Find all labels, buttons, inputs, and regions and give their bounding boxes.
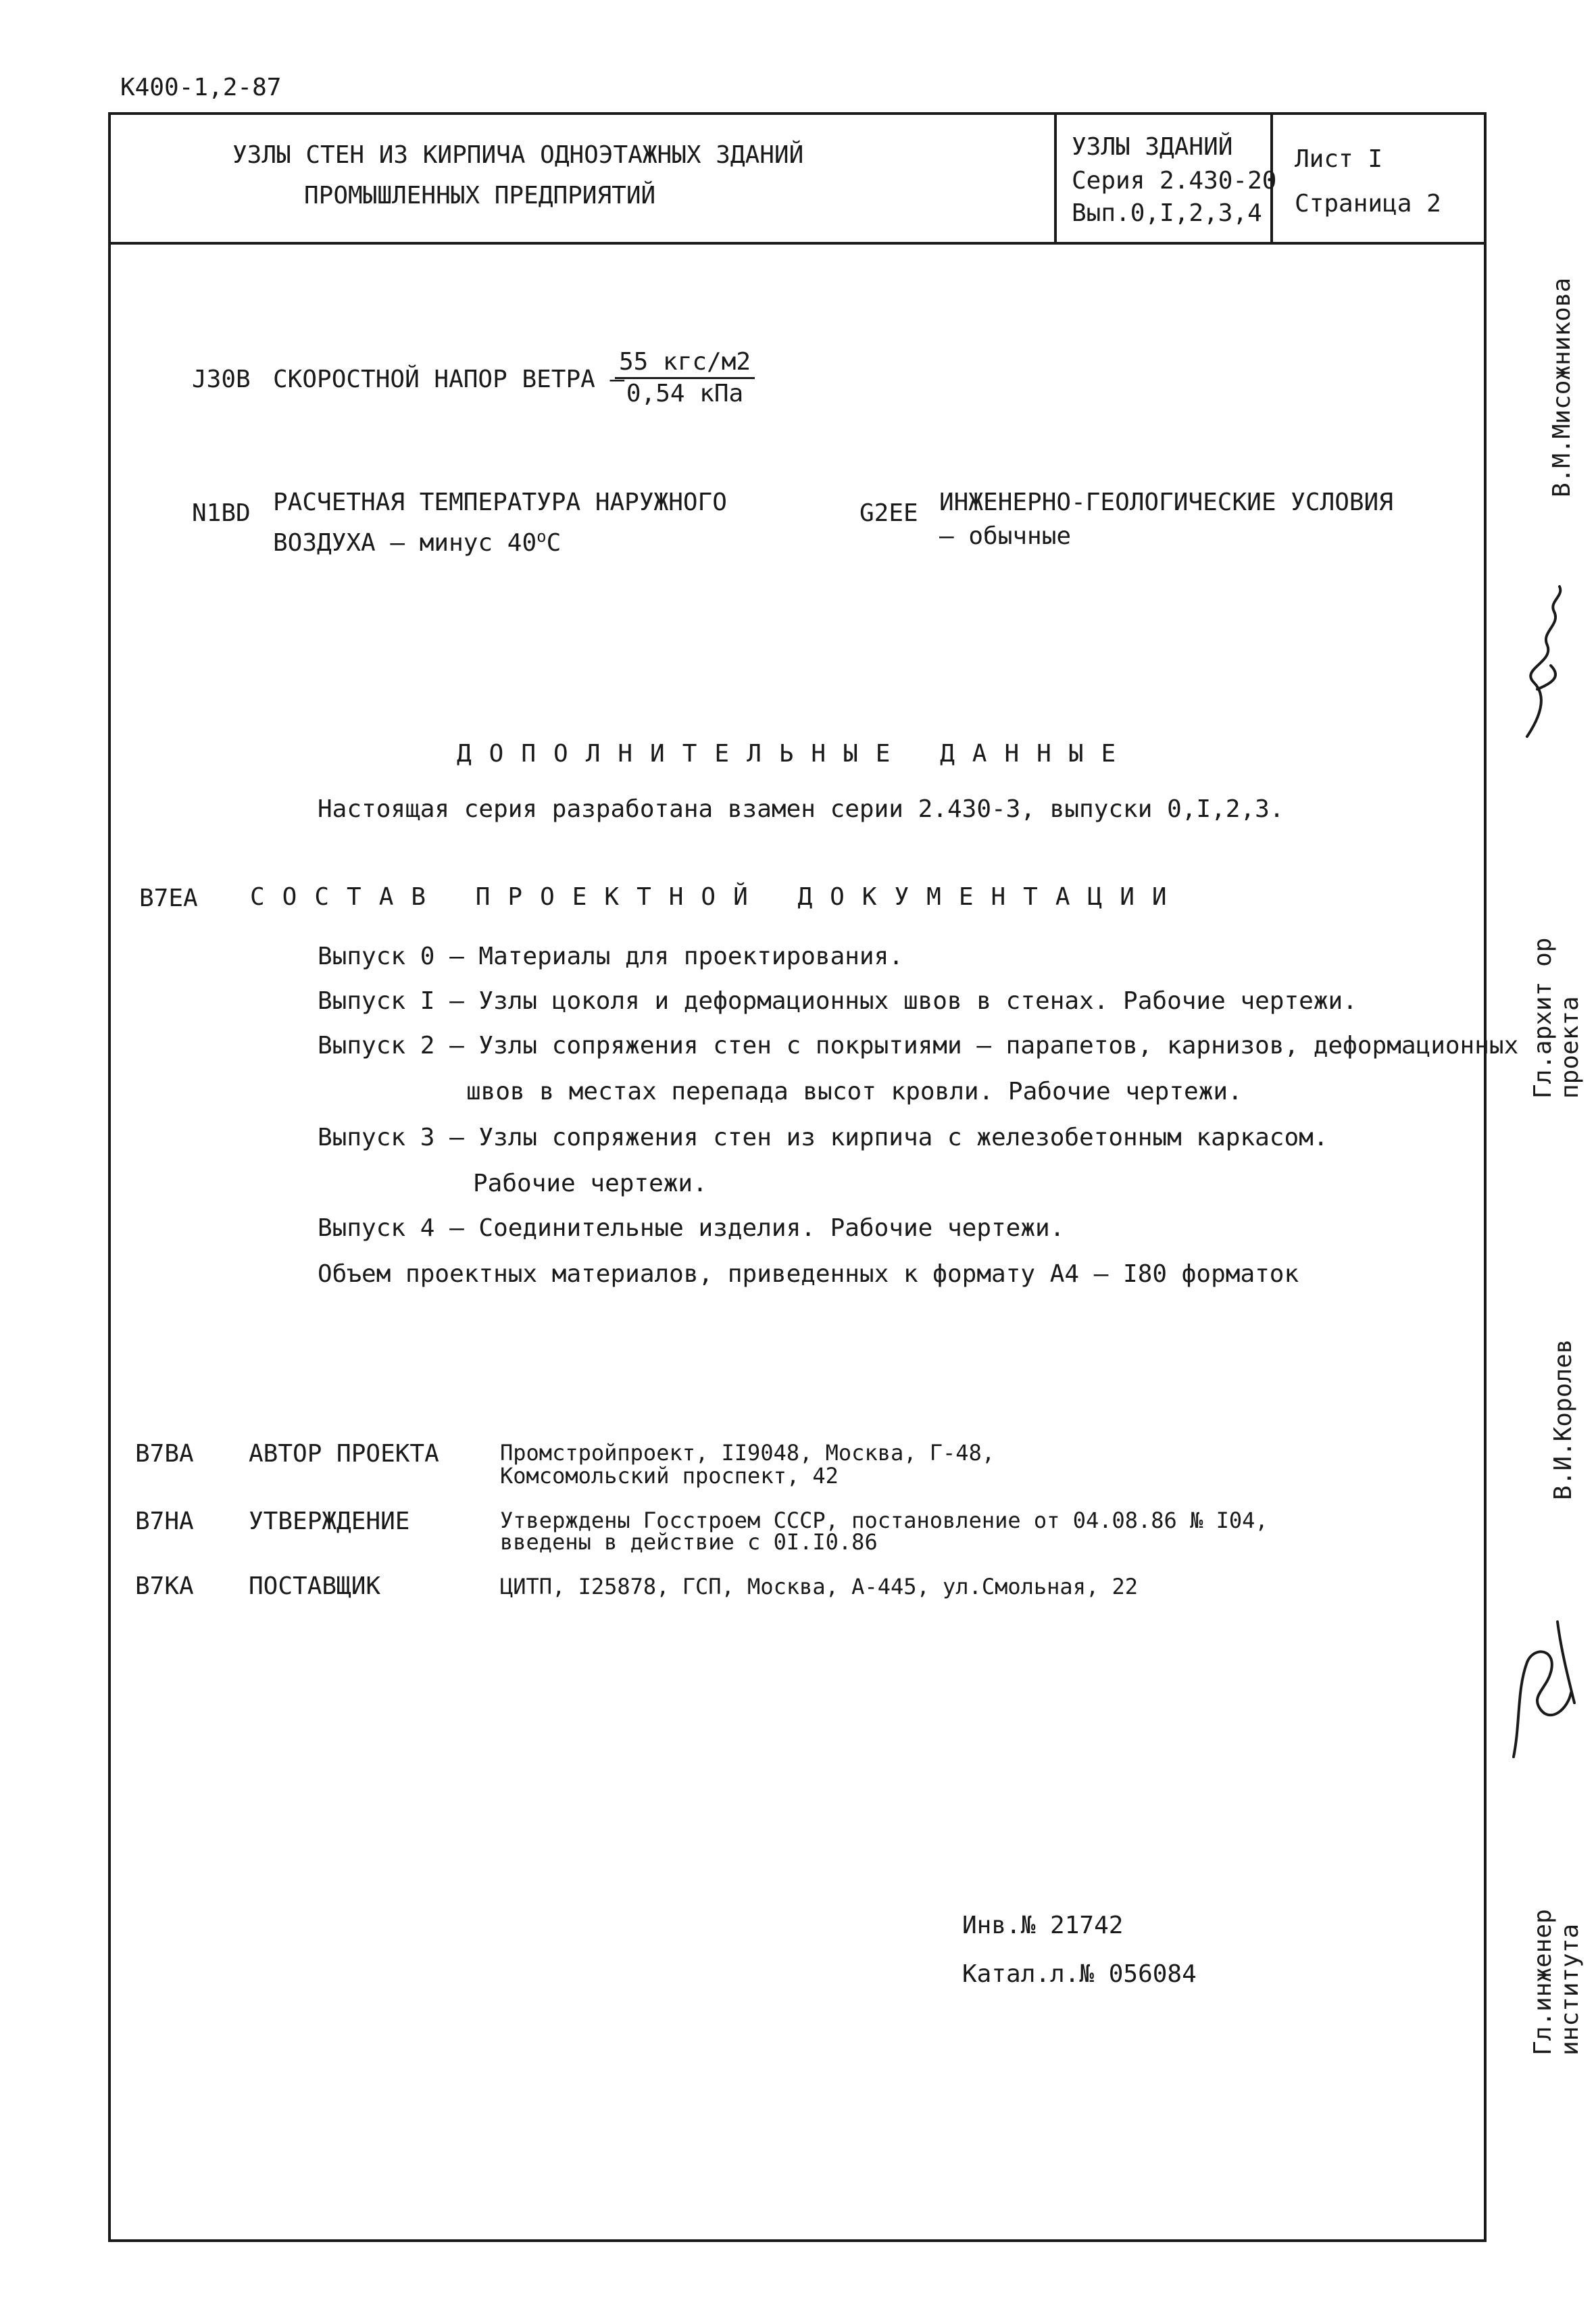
wind-value-kpa: 0,54 кПа — [626, 380, 744, 407]
composition-item: швов в местах перепада высот кровли. Рабочие чертежи. — [466, 1078, 1243, 1105]
temperature-code: N1BD — [192, 499, 251, 527]
record-label: УТВЕРЖДЕНИЕ — [249, 1508, 410, 1535]
composition-item: Выпуск 3 – Узлы сопряжения стен из кирпича с железобетонным каркасом. — [318, 1124, 1328, 1151]
page-label: Страница 2 — [1295, 190, 1441, 218]
side-name-korolev: В.И.Королев — [1549, 1339, 1577, 1500]
wind-value-kgs: 55 кгс/м2 — [615, 347, 755, 379]
record-label: ПОСТАВЩИК — [249, 1572, 381, 1600]
temperature-line1: РАСЧЕТНАЯ ТЕМПЕРАТУРА НАРУЖНОГО — [273, 489, 727, 516]
composition-item: Выпуск I – Узлы цоколя и деформационных швов в стенах. Рабочие чертежи. — [318, 987, 1357, 1015]
composition-item: Объем проектных материалов, приведенных к формату А4 – I80 форматок — [318, 1260, 1299, 1288]
geology-line2: – обычные — [939, 522, 1072, 550]
page-frame — [108, 112, 1487, 2242]
record-code: B7BA — [135, 1440, 194, 1468]
temperature-unit: С — [546, 529, 562, 557]
side-chief-engineer-line1: Гл.инженер — [1529, 1909, 1557, 2056]
record-code: B7KA — [135, 1572, 194, 1600]
catalog-number: Катал.л.№ 056084 — [962, 1960, 1197, 1988]
side-chief-architect-line2: проекта — [1556, 996, 1584, 1099]
geology-line1: ИНЖЕНЕРНО-ГЕОЛОГИЧЕСКИЕ УСЛОВИЯ — [939, 489, 1393, 516]
side-chief-architect-line1: Гл.архит ор — [1529, 937, 1557, 1099]
record-line1: ЦИТП, I25878, ГСП, Москва, А-445, ул.Смольная, 22 — [500, 1574, 1139, 1599]
header-title-line1: УЗЛЫ СТЕН ИЗ КИРПИЧА ОДНОЭТАЖНЫХ ЗДАНИЙ — [232, 141, 804, 169]
temperature-line2: ВОЗДУХА – минус 40 — [273, 529, 537, 557]
composition-item: Выпуск 0 – Материалы для проектирования. — [318, 943, 903, 970]
signature-korolev — [1493, 1608, 1595, 1764]
record-line2: Комсомольский проспект, 42 — [500, 1463, 839, 1489]
wind-label: СКОРОСТНОЙ НАПОР ВЕТРА – — [273, 366, 625, 393]
composition-item: Выпуск 2 – Узлы сопряжения стен с покрытиями – парапетов, карнизов, деформационных — [318, 1032, 1519, 1060]
document-code: К400-1,2-87 — [120, 74, 282, 101]
temperature-line2-wrap — [273, 522, 561, 558]
wind-code: J30B — [192, 366, 251, 393]
composition-code: B7EA — [139, 885, 198, 912]
signature-misozhnikova — [1500, 581, 1581, 743]
additional-heading: ДОПОЛНИТЕЛЬНЫЕ ДАННЫЕ — [457, 740, 1134, 768]
composition-item: Выпуск 4 – Соединительные изделия. Рабочие чертежи. — [318, 1214, 1065, 1242]
series-line3: Вып.0,I,2,3,4 — [1072, 199, 1262, 227]
record-line2: введены в действие с 0I.I0.86 — [500, 1529, 878, 1555]
header-title-line2: ПРОМЫШЛЕННЫХ ПРЕДПРИЯТИЙ — [304, 182, 656, 209]
side-chief-engineer-line2: института — [1556, 1923, 1584, 2056]
record-line1: Утверждены Госстроем СССР, постановление от 04.08.86 № I04, — [500, 1508, 1268, 1533]
additional-text: Настоящая серия разработана взамен серии 2.430-3, выпуски 0,I,2,3. — [318, 795, 1285, 823]
header-divider — [108, 242, 1487, 245]
composition-item: Рабочие чертежи. — [473, 1170, 707, 1197]
record-label: АВТОР ПРОЕКТА — [249, 1440, 439, 1468]
side-name-misozhnikova: В.М.Мисожникова — [1548, 277, 1576, 497]
header-vdivider-1 — [1054, 112, 1057, 243]
record-code: B7HA — [135, 1508, 194, 1535]
sheet-label: Лист I — [1295, 145, 1383, 173]
series-line1: УЗЛЫ ЗДАНИЙ — [1072, 133, 1233, 161]
record-line1: Промстройпроект, II9048, Москва, Г-48, — [500, 1440, 995, 1466]
composition-heading: СОСТАВ ПРОЕКТНОЙ ДОКУМЕНТАЦИИ — [250, 883, 1184, 911]
series-line2: Серия 2.430-20 — [1072, 167, 1277, 195]
geology-code: G2EE — [859, 499, 918, 527]
temperature-degree: о — [537, 527, 547, 546]
inventory-number: Инв.№ 21742 — [962, 1912, 1124, 1939]
wind-fraction — [615, 347, 755, 409]
